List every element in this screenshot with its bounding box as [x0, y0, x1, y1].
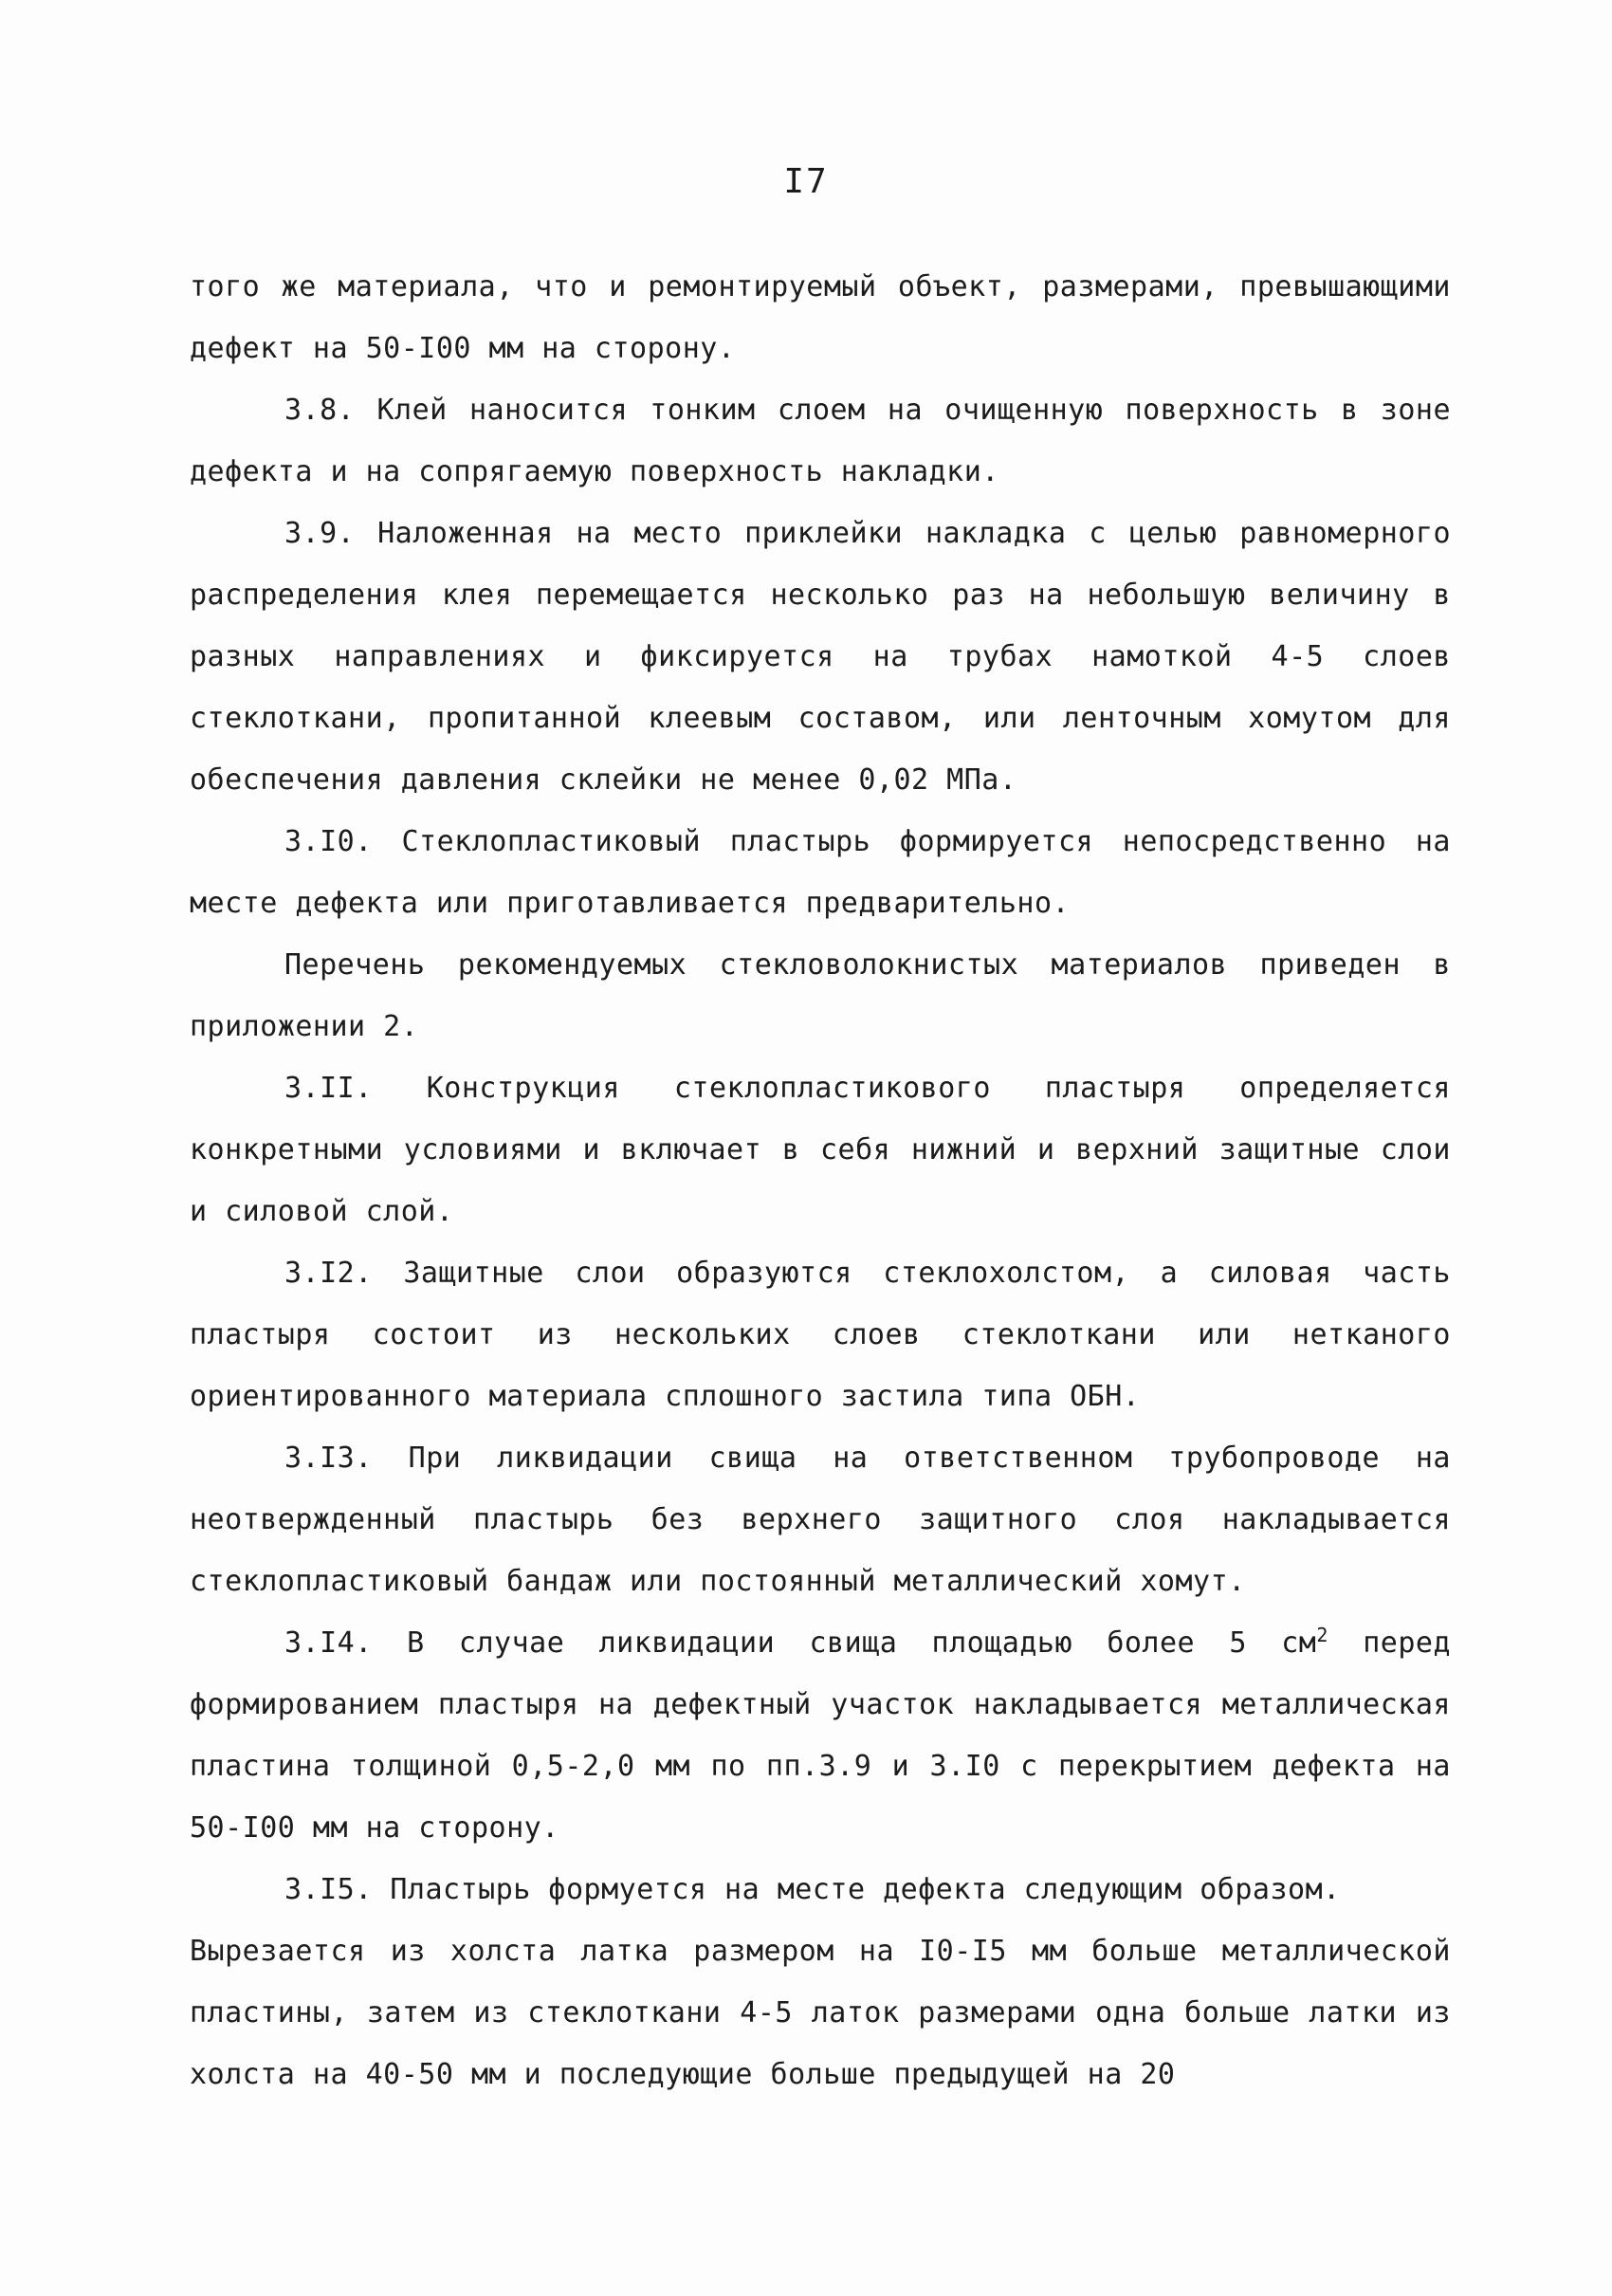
paragraph-3-13: 3.I3. При ликвидации свища на ответственном трубопроводе на неотвержденный пластырь без верхнего защитного слоя накладывается стеклопластиковый бандаж или постоянный металлический хомут.: [190, 1442, 1451, 1598]
paragraph-3-12: 3.I2. Защитные слои образуются стеклохолстом, а силовая часть пластыря состоит из нескольких слоев стеклоткани или нетканого ориентированного материала сплошного застила типа ОБН.: [190, 1257, 1451, 1413]
paragraph-3-8: 3.8. Клей наносится тонким слоем на очищенную поверхность в зоне дефекта и на сопрягаемую поверхность накладки.: [190, 394, 1451, 488]
paragraph-3-9: 3.9. Наложенная на место приклейки накладка с целью равномерного распределения клея перемещается несколько раз на небольшую величину в разных направлениях и фиксируется на трубах намоткой 4-5 слоев стеклоткани, пропитанной клеевым составом, или ленточным хомутом для обеспечения давления склейки не менее 0,02 МПа.: [190, 517, 1451, 797]
paragraph-3-14-text-start: 3.I4. В случае ликвидации свища площадью более 5 см: [284, 1626, 1317, 1660]
paragraph-3-15: 3.I5. Пластырь формуется на месте дефекта следующим образом.: [284, 1873, 1341, 1906]
paragraph-3-11: 3.II. Конструкция стеклопластикового пластыря определяется конкретными условиями и включает в себя нижний и верхний защитные слои и силовой слой.: [190, 1072, 1451, 1228]
paragraph-procedure: Вырезается из холста латка размером на I0-I5 мм больше металлической пластины, затем из стеклоткани 4-5 латок размерами одна больше латки из холста на 40-50 мм и последующие больше предыдущей на 20: [190, 1935, 1451, 2091]
square-superscript: 2: [1316, 1624, 1328, 1646]
paragraph-3-14: [190, 1612, 1451, 1859]
paragraph-continuation: того же материала, что и ремонтируемый объект, размерами, превышающими дефект на 50-I00 мм на сторону.: [190, 270, 1451, 365]
page-number: I7: [783, 162, 829, 201]
paragraph-3-10: 3.I0. Стеклопластиковый пластырь формируется непосредственно на месте дефекта или приготавливается предварительно.: [190, 825, 1451, 920]
body-text: [190, 256, 1451, 2105]
paragraph-3-14-text-end: перед формированием пластыря на дефектный участок накладывается металлическая пластина толщиной 0,5-2,0 мм по пп.3.9 и 3.I0 с перекрытием дефекта на 50-I00 мм на сторону.: [190, 1626, 1452, 1845]
paragraph-materials-list-note: Перечень рекомендуемых стекловолокнистых материалов приведен в приложении 2.: [190, 948, 1451, 1043]
